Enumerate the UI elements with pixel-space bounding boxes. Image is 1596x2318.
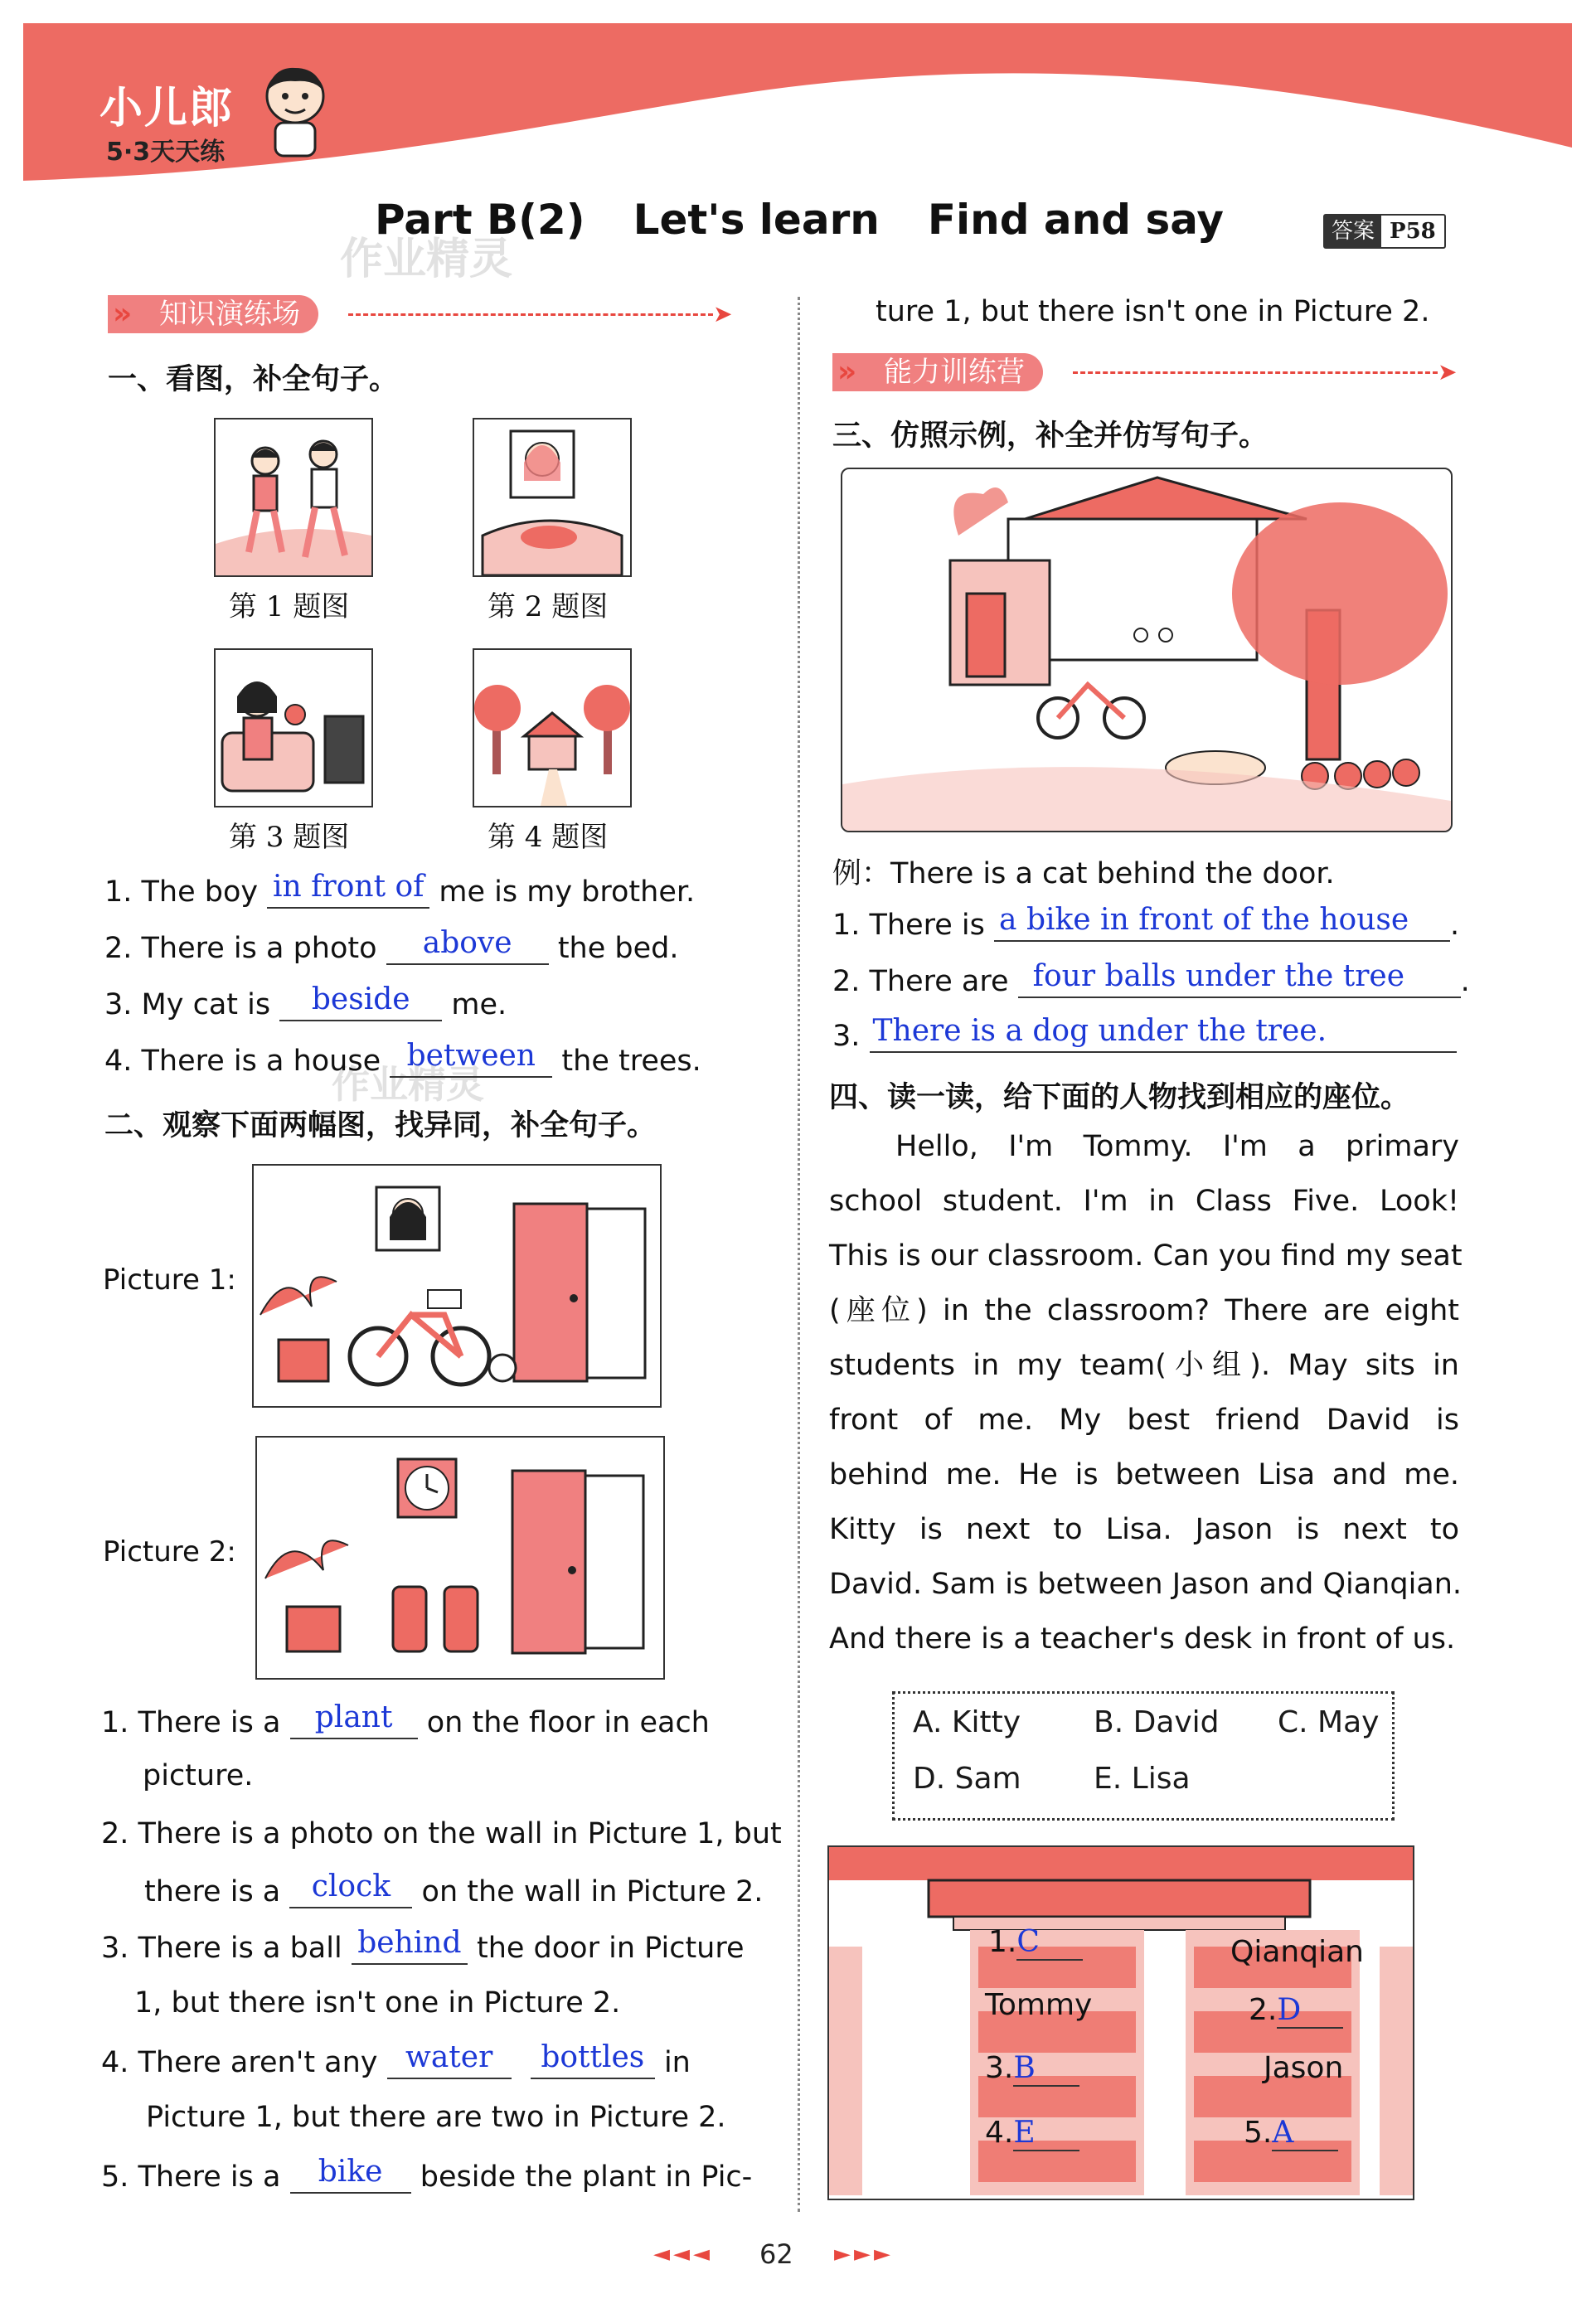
seat-jason: Jason: [1264, 2051, 1344, 2085]
item-text: There is a: [138, 1706, 281, 1739]
item-text: me is my brother.: [439, 875, 696, 909]
q1-caption-2: 第 2 题图: [488, 590, 609, 623]
item-number: 1.: [101, 1706, 129, 1739]
item-number: 2.: [104, 932, 133, 965]
item-text: There is a: [138, 2160, 281, 2194]
q2-item-2-cont: [144, 1869, 764, 1908]
section1-banner: [108, 295, 738, 333]
q2-item-5: [101, 2157, 752, 2194]
answer-text: bottles: [541, 2040, 645, 2074]
house-yard-scene-image: [842, 469, 1451, 831]
answer-page: P58: [1390, 219, 1436, 244]
option-letter: C.: [1278, 1705, 1308, 1739]
chevron-double-icon: »: [837, 355, 857, 389]
seat-number: 5.: [1244, 2116, 1273, 2150]
answer-text: water: [405, 2040, 493, 2074]
q2-heading: 二、观察下面两幅图，找异同，补全句子。: [104, 1109, 657, 1142]
title-lesson: Let's learn: [633, 196, 880, 244]
item-text: There is a photo: [141, 932, 377, 965]
q1-caption-4: 第 4 题图: [488, 821, 609, 854]
item-text: beside the plant in Pic-: [420, 2160, 753, 2194]
q1-caption-1: 第 1 题图: [229, 590, 350, 623]
q2-item-2: [101, 1817, 782, 1850]
q1-item-2: [104, 926, 679, 965]
answer-blank[interactable]: [1018, 959, 1461, 998]
header-banner: [23, 23, 1572, 181]
answer-blank[interactable]: [870, 1016, 1457, 1053]
girl-and-cat-image: [216, 650, 371, 806]
item-text: There is a house: [141, 1045, 381, 1078]
passage-line: Kitty is next to Lisa. Jason is next to: [829, 1513, 1459, 1546]
answer-text: bike: [318, 2155, 383, 2189]
q1-heading: 一、看图，补全句子。: [108, 363, 399, 396]
option-name: Kitty: [951, 1705, 1021, 1739]
item-number: 4.: [104, 1045, 133, 1078]
room-with-bike-image: [254, 1166, 660, 1406]
q1-item-4: [104, 1041, 701, 1078]
seat-5: [1244, 2116, 1338, 2151]
seat-number: 4.: [985, 2116, 1014, 2150]
item-text: on the wall in Picture 2.: [421, 1875, 764, 1908]
answer-blank[interactable]: [531, 2040, 655, 2079]
passage-line: (座位) in the classroom? There are eight: [829, 1294, 1459, 1327]
item-text: There is a photo on the wall in Picture 1, but: [138, 1817, 782, 1850]
brand-series: 5·3天天练: [106, 138, 226, 167]
q1-picture-2: [473, 418, 632, 577]
banner-dash-line: [1073, 371, 1438, 374]
chevron-double-icon: »: [113, 297, 133, 331]
section1-banner-label: 知识演练场: [108, 295, 318, 333]
answer-text: a bike in front of the house: [999, 903, 1409, 937]
seat-answer[interactable]: E: [1013, 2116, 1079, 2151]
answer-blank[interactable]: [387, 2040, 512, 2079]
section2-banner-label: 能力训练营: [832, 353, 1043, 391]
q3-item-1: [832, 905, 1459, 942]
passage-line: This is our classroom. Can you find my seat: [829, 1239, 1463, 1273]
passage-line: front of me. My best friend David is: [829, 1404, 1459, 1437]
item-number: 3.: [104, 988, 133, 1021]
item-text: There are: [869, 965, 1009, 998]
answer-blank[interactable]: [267, 872, 429, 909]
item-number: 1.: [832, 909, 861, 942]
answer-text: clock: [311, 1869, 391, 1903]
item-text: There is: [869, 909, 985, 942]
answer-text: There is a dog under the tree.: [872, 1014, 1327, 1048]
title-part: Part B(2): [375, 196, 585, 244]
q2-item-3: [101, 1928, 745, 1965]
q1-item-3: [104, 982, 507, 1021]
answer-reference: [1323, 214, 1446, 249]
seat-1: [988, 1925, 1083, 1961]
option-name: David: [1133, 1705, 1220, 1739]
answer-blank[interactable]: [390, 1041, 552, 1078]
brand-logo: 小儿郎: [99, 84, 235, 133]
seat-number: 2.: [1249, 1993, 1278, 2027]
item-text: me.: [451, 988, 507, 1021]
q4-passage: [829, 1119, 1463, 1666]
item-text: the trees.: [561, 1045, 701, 1078]
q2-item-1-cont: picture.: [143, 1759, 254, 1792]
q2-item-1: [101, 1700, 710, 1739]
seat-4: [985, 2116, 1079, 2151]
item-text: the bed.: [557, 932, 679, 965]
mascot-boy-icon: [257, 63, 333, 161]
q1-picture-4: [473, 648, 632, 807]
option-name: May: [1317, 1705, 1380, 1739]
q3-item-3: [832, 1016, 1457, 1053]
answer-text: in front of: [273, 870, 424, 904]
option-letter: D.: [913, 1762, 946, 1796]
answer-blank[interactable]: [289, 1869, 412, 1908]
q2-picture-1: [252, 1164, 662, 1408]
option-letter: B.: [1094, 1705, 1124, 1739]
q3-heading: 三、仿照示例，补全并仿写句子。: [832, 419, 1269, 453]
item-number: 4.: [101, 2046, 129, 2079]
item-number: 3.: [832, 1020, 861, 1053]
item-number: 3.: [101, 1932, 129, 1965]
passage-line: behind me. He is between Lisa and me.: [829, 1458, 1459, 1491]
item-number: 5.: [101, 2160, 129, 2194]
seat-answer[interactable]: B: [1013, 2051, 1079, 2087]
answer-blank[interactable]: [290, 2157, 411, 2194]
q1-picture-1: [214, 418, 373, 577]
seat-answer[interactable]: A: [1272, 2116, 1338, 2151]
passage-line: Hello, I'm Tommy. I'm a primary: [895, 1130, 1459, 1163]
seat-3: [985, 2051, 1079, 2087]
answer-text: four balls under the tree: [1032, 959, 1405, 993]
passage-line: students in my team(小组). May sits in: [829, 1349, 1459, 1382]
passage-line: David. Sam is between Jason and Qianqian.: [829, 1568, 1463, 1601]
answer-blank[interactable]: [994, 905, 1450, 942]
option-name: Sam: [954, 1762, 1021, 1796]
section2-banner: [832, 353, 1463, 391]
q3-example: 例：There is a cat behind the door.: [832, 857, 1335, 890]
q4-heading: 四、读一读，给下面的人物找到相应的座位。: [829, 1081, 1410, 1114]
answer-text: behind: [357, 1926, 462, 1960]
q3-item-2: [832, 959, 1470, 998]
item-text: The boy: [141, 875, 259, 909]
option-sam[interactable]: [913, 1762, 1021, 1796]
answer-blank[interactable]: [352, 1928, 468, 1965]
q1-item-1: [104, 872, 695, 909]
seat-answer[interactable]: C: [1016, 1925, 1083, 1961]
item-text: There is a ball: [138, 1932, 342, 1965]
item-text: on the floor in each: [426, 1706, 710, 1739]
item-text: My cat is: [141, 988, 271, 1021]
seat-number: 1.: [988, 1925, 1017, 1959]
item-text: there is a: [144, 1875, 281, 1908]
option-kitty[interactable]: [913, 1705, 1021, 1739]
picture2-label: Picture 2:: [103, 1535, 236, 1569]
room-with-clock-image: [257, 1438, 663, 1678]
answer-text: beside: [311, 982, 410, 1016]
passage-line: school student. I'm in Class Five. Look!: [829, 1185, 1459, 1218]
item-text: .: [1450, 909, 1460, 942]
banner-dash-line: [348, 313, 713, 316]
answer-text: between: [406, 1039, 536, 1073]
answer-blank[interactable]: [290, 1700, 418, 1739]
house-between-trees-image: [474, 650, 630, 806]
seat-number: 3.: [985, 2051, 1014, 2085]
two-boys-walking-image: [216, 419, 371, 575]
page-number: 62: [759, 2238, 793, 2270]
watermark-top: 作业精灵: [340, 235, 513, 284]
answer-blank[interactable]: [386, 926, 549, 965]
q2-item-4-cont: Picture 1, but there are two in Picture 2.: [146, 2101, 726, 2134]
q1-picture-3: [214, 648, 373, 807]
photo-above-bed-image: [474, 419, 630, 575]
picture1-label: Picture 1:: [103, 1263, 236, 1297]
classroom-seating-picture: [827, 1845, 1414, 2200]
watermark-mid: 作业精灵: [332, 1062, 484, 1107]
arrow-right-icon: ➤: [1438, 358, 1458, 386]
q2-item-3-cont: 1, but there isn't one in Picture 2.: [134, 1986, 621, 2020]
q2-item-5-cont: ture 1, but there isn't one in Picture 2.: [876, 295, 1430, 328]
seat-tommy: Tommy: [985, 1988, 1093, 2022]
answer-text: above: [422, 926, 512, 960]
item-text: in: [663, 2046, 691, 2079]
passage-line: And there is a teacher's desk in front of us.: [829, 1622, 1456, 1656]
option-letter: A.: [913, 1705, 943, 1739]
prev-page-arrows[interactable]: ◄◄◄: [653, 2242, 713, 2267]
option-lisa[interactable]: [1094, 1762, 1191, 1796]
seat-qianqian: Qianqian: [1230, 1935, 1364, 1969]
q1-caption-3: 第 3 题图: [229, 821, 350, 854]
item-number: 2.: [832, 965, 861, 998]
option-may[interactable]: [1278, 1705, 1379, 1739]
item-text: the door in Picture: [476, 1932, 745, 1965]
option-david[interactable]: [1094, 1705, 1220, 1739]
seat-answer[interactable]: D: [1277, 1993, 1343, 2029]
answer-blank[interactable]: [279, 982, 442, 1021]
answer-label: 答案: [1325, 216, 1381, 247]
item-number: 1.: [104, 875, 133, 909]
q4-options-box: [892, 1691, 1395, 1821]
column-divider: [798, 297, 800, 2212]
option-name: Lisa: [1131, 1762, 1191, 1796]
arrow-right-icon: ➤: [713, 300, 733, 327]
item-text: There aren't any: [138, 2046, 378, 2079]
answer-text: plant: [314, 1700, 393, 1734]
seat-2: [1249, 1993, 1343, 2029]
item-number: 2.: [101, 1817, 129, 1850]
item-text: .: [1460, 965, 1470, 998]
option-letter: E.: [1094, 1762, 1123, 1796]
next-page-arrows[interactable]: ►►►: [834, 2242, 894, 2267]
q3-picture: [841, 468, 1453, 832]
q2-item-4: [101, 2040, 691, 2079]
title-activity: Find and say: [927, 196, 1225, 244]
q2-picture-2: [255, 1436, 665, 1680]
